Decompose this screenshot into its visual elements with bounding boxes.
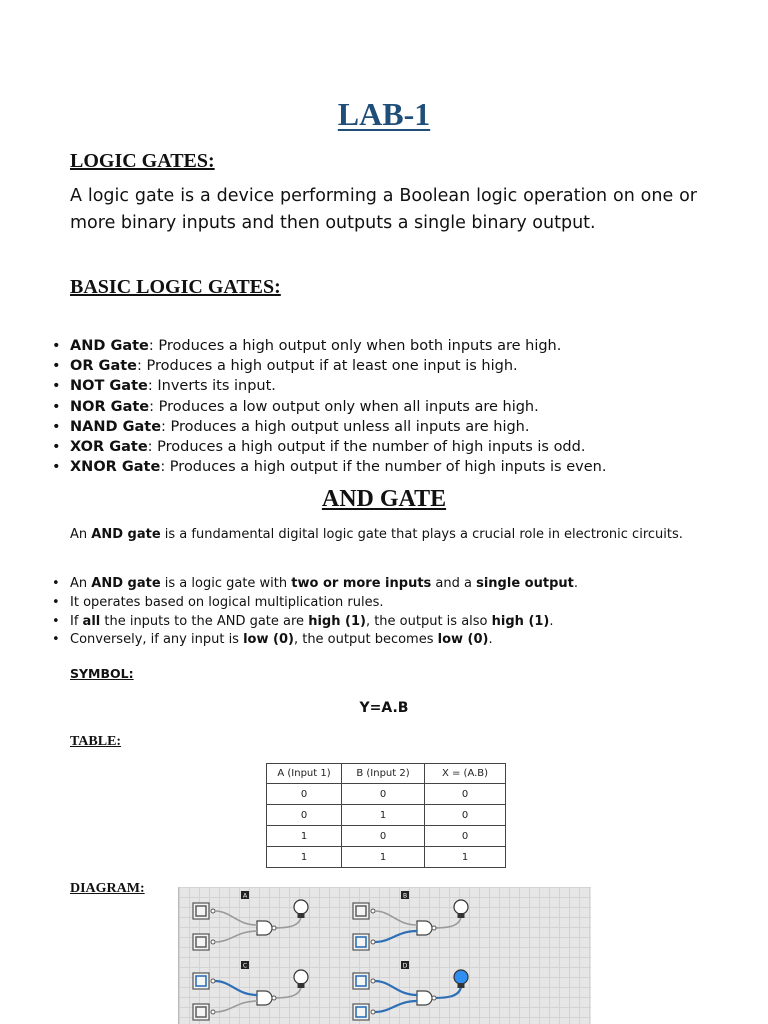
wire-node <box>432 926 436 930</box>
wire-node <box>211 940 215 944</box>
and-point-text: , the output is also <box>365 613 492 629</box>
gate-description: : Produces a low output only when all inputs are high. <box>149 398 539 415</box>
truth-table-cell: 1 <box>267 826 342 847</box>
and-point-emphasis: single output <box>476 576 574 591</box>
truth-table-row <box>267 805 506 826</box>
truth-table-cell: 0 <box>342 826 425 847</box>
gate-description: : Produces a high output if the number of high inputs is even. <box>160 459 607 476</box>
truth-table-cell: 0 <box>267 805 342 826</box>
and-point-emphasis: low (0) <box>243 632 294 648</box>
truth-table-header: A (Input 1) <box>267 764 342 784</box>
wire-node <box>211 909 215 913</box>
bulb-base-icon <box>298 983 305 988</box>
wire-node <box>371 909 375 913</box>
page-title: LAB-1 <box>337 96 431 132</box>
and-point-emphasis: high (1) <box>308 613 366 629</box>
truth-table-cell: 1 <box>342 847 425 868</box>
input-wire <box>215 981 257 995</box>
symbol-heading: SYMBOL: <box>70 666 134 681</box>
basic-logic-gates-heading: BASIC LOGIC GATES: <box>70 276 281 298</box>
and-gate-icon <box>257 991 272 1005</box>
gate-list-item <box>52 336 606 356</box>
and-point-emphasis: AND gate <box>91 576 161 591</box>
gate-name: AND Gate <box>70 338 149 354</box>
gate-description: : Produces a high output unless all inputs are high. <box>161 418 530 435</box>
gate-name: XOR Gate <box>70 439 148 456</box>
bulb-icon <box>294 970 308 984</box>
lit-bulb-icon <box>454 970 468 984</box>
and-point-item <box>52 594 578 613</box>
gate-list-item <box>52 376 606 396</box>
and-point-text: Conversely, if any input is <box>70 632 244 648</box>
gate-name: NAND Gate <box>70 418 162 435</box>
and-point-emphasis: low (0) <box>437 632 489 648</box>
input-wire <box>375 911 417 925</box>
gate-name: NOR Gate <box>70 398 150 415</box>
circuit-diagram-svg <box>179 887 591 1024</box>
gate-name: XNOR Gate <box>70 459 161 476</box>
wire-node <box>432 996 436 1000</box>
and-point-text: is a logic gate with <box>160 576 292 591</box>
diagram-heading: DIAGRAM: <box>70 881 145 896</box>
truth-table <box>266 763 506 868</box>
truth-table-header: X = (A.B) <box>425 764 506 784</box>
panel-label: A <box>242 892 248 900</box>
gate-description: : Produces a high output if at least one input is high. <box>137 358 518 375</box>
and-gate-icon <box>257 921 272 935</box>
wire-node <box>211 1010 215 1014</box>
and-point-text: If <box>70 613 83 629</box>
bulb-base-icon <box>458 913 465 918</box>
bulb-icon <box>454 900 468 914</box>
and-desc-prefix: An <box>70 527 92 542</box>
truth-table-cell: 0 <box>267 784 342 805</box>
output-wire <box>272 987 301 998</box>
truth-table-cell: 1 <box>267 847 342 868</box>
wire-node <box>371 1010 375 1014</box>
panel-label: D <box>402 962 408 970</box>
and-point-item <box>52 575 578 594</box>
wire-node <box>371 940 375 944</box>
input-wire <box>375 1001 417 1012</box>
gate-description: : Inverts its input. <box>147 378 276 395</box>
gate-list-item <box>52 417 606 437</box>
truth-table-header: B (Input 2) <box>342 764 425 784</box>
truth-table-cell: 0 <box>342 784 425 805</box>
and-desc-suffix: is a fundamental digital logic gate that plays a crucial role in electronic circuits. <box>160 527 683 542</box>
gate-name: NOT Gate <box>70 378 148 395</box>
bulb-icon <box>294 900 308 914</box>
truth-table-cell: 1 <box>425 847 506 868</box>
and-point-text: the inputs to the AND gate are <box>100 613 309 629</box>
and-point-text: . <box>573 576 578 591</box>
and-gate-icon <box>417 991 432 1005</box>
and-gate-description <box>70 526 690 544</box>
truth-table-cell: 0 <box>425 784 506 805</box>
gate-description: : Produces a high output only when both inputs are high. <box>148 338 562 354</box>
and-gate-heading: AND GATE <box>321 486 447 512</box>
bulb-base-icon <box>298 913 305 918</box>
and-point-text: . <box>549 613 554 629</box>
gate-list-item <box>52 397 606 417</box>
and-point-text: and a <box>431 576 477 591</box>
truth-table-header-row <box>267 764 506 784</box>
and-gate-circuit-diagram <box>178 887 591 1024</box>
input-wire <box>375 931 417 942</box>
gate-description: : Produces a high output if the number of high inputs is odd. <box>147 439 586 456</box>
input-wire <box>215 931 257 942</box>
panel-label: C <box>242 962 248 970</box>
and-point-text: An <box>70 576 92 591</box>
input-wire <box>215 911 257 925</box>
truth-table-cell: 1 <box>342 805 425 826</box>
and-point-text: , the output becomes <box>293 632 438 648</box>
gate-list-item <box>52 356 606 376</box>
panel-label: B <box>402 892 408 900</box>
table-heading: TABLE: <box>70 734 122 749</box>
wire-node <box>371 979 375 983</box>
truth-table-row <box>267 826 506 847</box>
and-formula: Y=A.B <box>359 700 409 716</box>
basic-gates-list <box>52 336 606 477</box>
and-gate-icon <box>417 921 432 935</box>
gate-list-item <box>52 457 606 477</box>
gate-name: OR Gate <box>70 358 137 375</box>
truth-table-cell: 0 <box>425 826 506 847</box>
wire-node <box>272 926 276 930</box>
and-point-emphasis: high (1) <box>491 613 550 629</box>
logic-gates-heading: LOGIC GATES: <box>70 150 215 172</box>
and-point-item <box>52 631 578 650</box>
bulb-base-icon <box>458 983 465 988</box>
logic-gates-intro: A logic gate is a device performing a Boolean logic operation on one or more binary inputs and then outputs a single binary output. <box>70 186 697 233</box>
output-wire <box>432 917 461 928</box>
gate-list-item <box>52 437 606 457</box>
and-point-text: . <box>488 632 493 648</box>
wire-node <box>272 996 276 1000</box>
and-point-emphasis: two or more inputs <box>291 576 432 591</box>
truth-table-row <box>267 784 506 805</box>
truth-table-row <box>267 847 506 868</box>
output-wire <box>432 987 461 998</box>
and-point-item <box>52 613 578 632</box>
and-gate-points <box>52 575 578 650</box>
and-point-text: It operates based on logical multiplication rules. <box>70 594 384 610</box>
input-wire <box>375 981 417 995</box>
input-wire <box>215 1001 257 1012</box>
truth-table-cell: 0 <box>425 805 506 826</box>
wire-node <box>211 979 215 983</box>
output-wire <box>272 917 301 928</box>
and-point-emphasis: all <box>82 613 101 629</box>
and-desc-bold: AND gate <box>91 527 161 542</box>
